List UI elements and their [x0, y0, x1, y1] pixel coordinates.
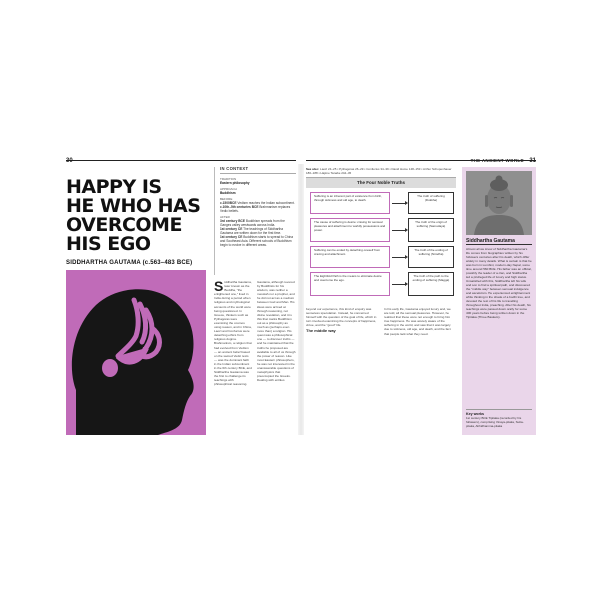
tradition-value: Eastern philosophy	[220, 181, 250, 185]
before-item	[220, 205, 296, 213]
after-item	[220, 227, 296, 235]
approach-value: Buddhism	[220, 191, 236, 195]
see-also-label: See also:	[306, 167, 320, 171]
after-item-term: 1st century CE	[220, 227, 243, 231]
before-item-text: Brahmanism replaces Vedic beliefs.	[220, 205, 291, 213]
head-silhouette-illustration	[66, 270, 206, 435]
in-context-title: IN CONTEXT	[220, 167, 296, 174]
left-body-column-1	[214, 280, 252, 386]
headline-line-3: OVERCOME	[66, 214, 182, 236]
right-body-text-2: In his early life, Gautama enjoyed luxury and, we are told, all the sensual pleasures. However, he realized that these were not enough to bring him true happiness. He was acutely aware of the suffering in the world, and saw that it was largely due to sickness, old age, and death, and the fact that people lack what they need.	[384, 307, 451, 336]
right-page-number: 31	[529, 158, 536, 164]
left-page-number: 30	[66, 158, 73, 164]
truths-title: The Four Noble Truths	[306, 178, 456, 188]
right-body-column-2	[384, 307, 456, 336]
truth-result-2: The truth of the origin of suffering (Samudaya)	[408, 218, 454, 242]
truth-cause-4: The Eightfold Path is the means to eliminate desire and overcome the ego.	[310, 272, 390, 296]
byline-dates: (c.563–483 BCE)	[142, 260, 193, 266]
after-item	[220, 235, 296, 247]
right-page	[306, 160, 536, 435]
after-item-term: 3rd century BCE	[220, 219, 245, 223]
truth-result-1: The truth of suffering (Dukkha)	[408, 192, 454, 214]
book-gutter	[298, 164, 304, 435]
truth-result-4: The truth of the path to the ending of suffering (Magga)	[408, 272, 454, 296]
four-noble-truths-diagram	[306, 178, 456, 300]
in-context-panel	[214, 167, 296, 275]
drop-cap: S	[214, 278, 224, 294]
sidebar-name: Siddhartha Gautama	[466, 237, 532, 245]
truth-result-3: The truth of the ending of suffering (Nirodha)	[408, 246, 454, 268]
right-body-column-1	[306, 307, 378, 335]
left-body-text-1: iddhartha Gautama, later known as the Buddha, "the enlightened one," lived in India during a period when religious and mythological accounts of the world were being questioned. In Greece, thinkers such as Pythagoras were examining the cosmos using reason, and in China, Laozi and Confucius were detaching ethics from religious dogma. Brahmanism, a religion that had evolved from Vedism — an ancient belief based on the sacred Vedic texts — was the dominant faith in the Indian subcontinent in the 6th century BCE, and Siddhartha Gautama was the first to challenge its teachings with philosophical reasoning.	[214, 280, 252, 387]
section-tag: THE ANCIENT WORLD	[470, 158, 524, 163]
left-page	[66, 160, 296, 435]
truth-arrow-2	[392, 230, 406, 231]
after-item	[220, 219, 296, 227]
truth-arrow-3	[392, 257, 406, 258]
truth-cause-1: Suffering is an inherent part of existence from birth, through sickness and old age, to death.	[310, 192, 390, 214]
after-item-text: Buddhism starts to spread to China and Southeast Asia. Different schools of Buddhism begin to evolve in different areas.	[220, 235, 293, 247]
truth-cause-2: The cause of suffering is desire: craving for sensual pleasures and attachment to worldly possessions and power.	[310, 218, 390, 242]
buddha-head-image	[466, 171, 532, 235]
head-hand-graphic	[66, 270, 206, 435]
sidebar-bio: Almost all we know of Siddhartha Gautama's life comes from biographies written by his followers centuries after his death, which differ widely in many details. What is certain is that he was born in Lumbini, modern-day Nepal, some time around 560 BCE. His father was an official, possibly the leader of a clan, and Siddhartha led a privileged life of luxury and high status. Unsatisfied with this, Siddhartha left his wife and son to find a spiritual path, and discovered the "middle way" between sensual indulgence and asceticism. He experienced enlightenment while thinking in the shade of a bodhi tree, and devoted the rest of his life to travelling throughout India, preaching. After his death, his teachings were passed down orally for some 400 years before being written down in the Tipitaka (Three Baskets).	[466, 247, 532, 319]
after-item-text: The teachings of Siddhartha Gautama are written down for the first time.	[220, 227, 284, 235]
truth-arrow-4	[392, 284, 406, 285]
left-body-text-2: Gautama, although revered by Buddhists for his wisdom, was neither a messiah nor a prophet, and he did not act as a medium between God and Man. His ideas were arrived at through reasoning, not divine revelation, and it is this that marks Buddhism out as a philosophy as much as (perhaps even more than) a religion. His quest was a philosophical one — to discover truths — and he maintained that the truths he proposed are available to all of us through the power of reason. Like most Eastern philosophers, he was not interested in the unanswerable questions of metaphysics that preoccupied the Greeks. Dealing with entities	[257, 280, 296, 383]
headline-line-4: HIS EGO	[66, 233, 151, 255]
after-item-term: 1st century CE	[220, 235, 243, 239]
tradition-label: TRADITION	[220, 177, 237, 181]
buddha-statue-photo	[466, 171, 532, 235]
byline	[66, 260, 192, 266]
book-spread	[66, 160, 536, 435]
approach-label: APPROACH	[220, 187, 237, 191]
page-headline	[66, 178, 206, 254]
before-label: BEFORE	[220, 197, 233, 201]
biography-sidebar	[462, 167, 536, 435]
before-item-term: c.10th–5th centuries BCE	[220, 205, 259, 209]
see-also-text: Laozi 24–25 ▪ Pythagoras 26–29 ▪ Confucius 34–39 ▪ David Hume 148–153 ▪ Arthur Schopenhauer 186–188 ▪ Hajime Tanabe 244–45	[306, 167, 452, 175]
key-works-title: Key works	[466, 409, 532, 416]
key-works-text: 1st century BCE Tipitaka (recorded by his followers), comprising Vinaya-pitaka, Sutta-pitaka, Abhidhamma-pitaka	[466, 416, 524, 428]
truth-cause-3: Suffering can be ended by detaching oneself from craving and attachment.	[310, 246, 390, 268]
after-label: AFTER	[220, 215, 230, 219]
headline-line-1: HAPPY IS	[66, 176, 162, 198]
headline-line-2: HE WHO HAS	[66, 195, 201, 217]
before-item-term: c.1500BCE	[220, 201, 237, 205]
see-also-line	[306, 167, 456, 178]
byline-name: SIDDHARTHA GAUTAMA	[66, 260, 141, 266]
before-item-text: Vedism reaches the Indian subcontinent.	[236, 201, 295, 205]
middle-way-heading: The middle way	[306, 328, 336, 334]
right-body-text-1: beyond our experience, this kind of enquiry was senseless speculation. Instead, he concerned himself with the question of the goal of life, which in turn involved examining the concepts of happiness, virtue, and the "good" life.	[306, 307, 377, 328]
left-body-column-2	[257, 280, 296, 382]
after-item-text: Buddhism spreads from the Ganges valley westwards across India.	[220, 219, 285, 227]
truth-arrow-1	[392, 203, 406, 204]
